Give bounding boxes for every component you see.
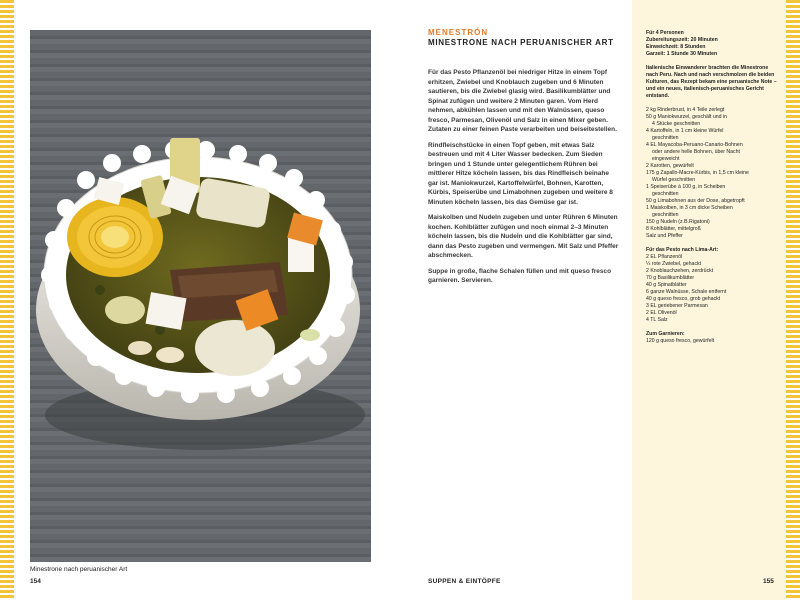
ingredient-item: 2 Karotten, gewürfelt: [646, 163, 694, 169]
garnish-heading: Zum Garnieren:: [646, 331, 685, 337]
pesto-item: 3 EL geriebener Parmesan: [646, 303, 708, 309]
sidebar-content: [646, 30, 778, 352]
ingredient-item: 1 Maiskolben, in 3 cm dicke Scheiben: [646, 205, 733, 211]
ingredient-item: eingeweicht: [652, 156, 680, 162]
ingredient-item: 50 g Limabohnen aus der Dose, abgetropft: [646, 198, 745, 204]
ingredient-item: 1 Speiserübe à 100 g, in Scheiben: [646, 184, 726, 190]
soup-photo: [30, 30, 371, 562]
left-page-stripe: [0, 0, 14, 600]
servings: Für 4 Personen: [646, 30, 684, 36]
ingredient-list: [646, 107, 778, 240]
right-page-stripe: [786, 0, 800, 600]
pesto-section: [646, 247, 778, 324]
pesto-item: 6 ganze Walnüsse, Schale entfernt: [646, 289, 727, 295]
ingredient-item: 4 EL Mayacoba-Peruano-Canario-Bohnen: [646, 142, 743, 148]
page-number-left: 154: [30, 578, 41, 585]
ingredient-item: geschnitten: [652, 212, 679, 218]
pesto-heading: Für das Pesto nach Lima-Art:: [646, 247, 719, 253]
method-paragraph: Für das Pesto Pflanzenöl bei niedriger Hitze in einem Topf erhitzen, Zwiebel und Knoblauch zugeben und 6 Minuten sautieren, bis die Zwiebel glasig wird. Basilikumblätter und Spinat zufügen und weitere 2 Minuten garen. Vom Herd nehmen, abkühlen lassen und mit den Walnüssen, queso fresco, Parmesan, Olivenöl und Salz in einen Mixer geben. Zutaten zu einer feinen Paste verarbeiten und beiseitestellen.: [428, 69, 617, 133]
recipe-method: [428, 68, 620, 292]
page-number-right: 155: [763, 578, 774, 585]
ingredient-item: 2 kg Rinderbrust, in 4 Teile zerlegt: [646, 107, 725, 113]
ingredient-item: 150 g Nudeln (z.B.Rigatoni): [646, 219, 710, 225]
recipe-info: [646, 30, 778, 58]
cook-time: Garzeit: 1 Stunde 30 Minuten: [646, 51, 718, 57]
method-paragraph: Maiskolben und Nudeln zugeben und unter Rühren 6 Minuten kochen. Kohlblätter zufügen und noch einmal 2–3 Minuten köcheln lassen, bis die Nudeln und die Kohlblätter gar sind, dann das Pesto zugeben und vermengen. Mit Salz und Pfeffer abschmecken.: [428, 214, 619, 259]
photo-caption: Minestrone nach peruanischer Art: [30, 566, 128, 573]
method-paragraph: Rindfleischstücke in einen Topf geben, mit etwas Salz bestreuen und mit 4 Liter Wasser bedecken. Zum Sieden bringen und 1 Stunde unter gelegentlichem Rühren bei mittlerer Hitze köcheln lassen, bis das Rindfleisch beinahe gar ist. Maniokwurzel, Kartoffelwürfel, Bohnen, Karotten, Kürbis, Speiserübe und Limabohnen zugeben und weitere 8 Minuten köcheln lassen, bis das Gemüse gar ist.: [428, 141, 613, 206]
garnish-item: 120 g queso fresco, gewürfelt: [646, 338, 715, 344]
recipe-intro: Italienische Einwanderer brachten die Minestrone nach Peru. Nach und nach verschmolzen die beiden Kulturen, das Rezept bekam eine peruanische Note – und ein neues, italienisch-peruanisches Gericht entstand.: [646, 65, 777, 99]
prep-time: Zubereitungszeit: 20 Minuten: [646, 37, 718, 43]
pesto-item: 70 g Basilikumblätter: [646, 275, 695, 281]
pesto-item: 4 TL Salz: [646, 317, 668, 323]
ingredient-item: 8 Kohlblätter, mittelgroß: [646, 226, 701, 232]
pesto-item: 40 g queso fresco, grob gehackt: [646, 296, 721, 302]
pesto-item: 40 g Spinatblätter: [646, 282, 687, 288]
ingredient-item: geschnitten: [652, 191, 679, 197]
soup-bowl-illustration: [30, 30, 371, 562]
ingredient-item: 50 g Maniokwurzel, geschält und in: [646, 114, 728, 120]
recipe-kicker: MENESTRÓN: [428, 28, 489, 37]
ingredient-item: 4 Kartoffeln, in 1 cm kleine Würfel: [646, 128, 724, 134]
pesto-item: 2 EL Olivenöl: [646, 310, 677, 316]
method-paragraph: Suppe in große, flache Schalen füllen und mit queso fresco garnieren. Servieren.: [428, 267, 612, 284]
ingredient-item: 175 g Zapallo-Macre-Kürbis, in 1,5 cm kleine: [646, 170, 749, 176]
section-footer: SUPPEN & EINTÖPFE: [428, 578, 501, 585]
pesto-item: ¼ rote Zwiebel, gehackt: [646, 261, 702, 267]
ingredient-item: oder andere helle Bohnen, über Nacht: [652, 149, 740, 155]
soak-time: Einweichzeit: 8 Stunden: [646, 44, 706, 50]
ingredient-item: Salz und Pfeffer: [646, 233, 683, 239]
ingredient-item: Würfel geschnitten: [652, 177, 695, 183]
recipe-title: MINESTRONE NACH PERUANISCHER ART: [428, 38, 614, 47]
recipe-header: [428, 28, 618, 47]
ingredient-item: 4 Stücke geschnitten: [652, 121, 701, 127]
garnish-section: [646, 331, 778, 345]
pesto-item: 2 EL Pflanzenöl: [646, 254, 683, 260]
ingredient-item: geschnitten: [652, 135, 679, 141]
pesto-item: 2 Knoblauchzehen, zerdrückt: [646, 268, 714, 274]
